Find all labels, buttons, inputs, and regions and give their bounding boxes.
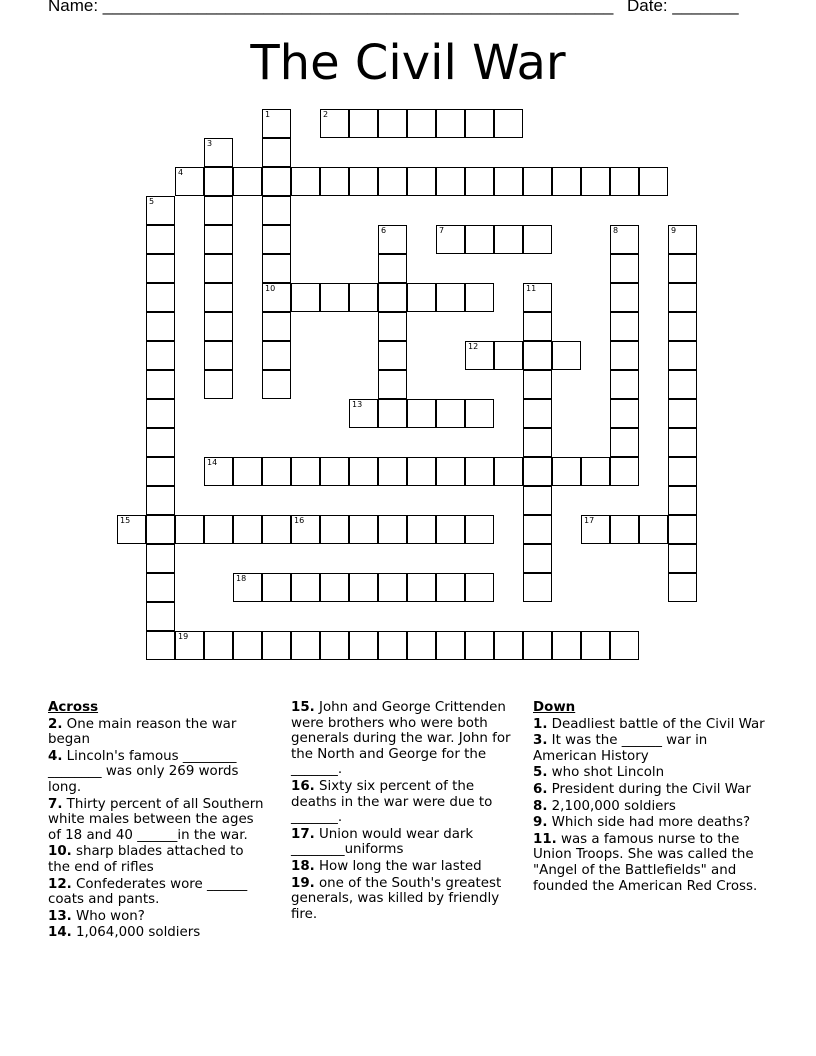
crossword-cell[interactable] [581,457,610,486]
crossword-cell[interactable] [465,283,494,312]
crossword-cell[interactable] [204,283,233,312]
clue-number: 16 [294,516,305,525]
clue-number-label: 18. [291,858,315,874]
crossword-cell[interactable] [146,196,175,225]
clue-number-label: 9. [533,815,548,831]
crossword-cell[interactable] [146,515,175,544]
across-clue [48,909,268,925]
crossword-cell[interactable] [204,631,233,660]
crossword-cell[interactable] [146,573,175,602]
crossword-cell[interactable] [204,370,233,399]
crossword-cell[interactable] [262,283,291,312]
crossword-cell[interactable] [175,515,204,544]
crossword-cell[interactable] [610,225,639,254]
crossword-cell[interactable] [146,341,175,370]
crossword-cell[interactable] [668,341,697,370]
header [0,0,816,20]
across-clue [48,877,268,908]
down-clue [533,782,765,798]
crossword-cell[interactable] [378,399,407,428]
clue-text: John and George Crittenden were brothers who were both generals during the war. John for the North and George for the _______. [291,700,511,778]
crossword-cell[interactable] [204,254,233,283]
crossword-cell[interactable] [378,167,407,196]
crossword-cell[interactable] [262,457,291,486]
crossword-cell[interactable] [378,515,407,544]
crossword-cell[interactable] [465,225,494,254]
crossword-cell[interactable] [668,225,697,254]
crossword-cell[interactable] [291,167,320,196]
crossword-cell[interactable] [407,399,436,428]
down-heading: Down [533,700,576,715]
crossword-cell[interactable] [552,631,581,660]
clue-number-label: 6. [533,781,548,797]
crossword-cell[interactable] [523,312,552,341]
clue-text: Union would wear dark ________uniforms [291,826,474,858]
across-clue [291,779,523,826]
crossword-cell[interactable] [378,573,407,602]
down-clue [533,799,765,815]
crossword-cell[interactable] [291,457,320,486]
crossword-cell[interactable] [320,631,349,660]
crossword-cell[interactable] [146,631,175,660]
down-clues [533,700,765,895]
crossword-cell[interactable] [436,515,465,544]
crossword-cell[interactable] [262,341,291,370]
crossword-cell[interactable] [349,283,378,312]
crossword-cell[interactable] [668,457,697,486]
crossword-cell[interactable] [610,457,639,486]
crossword-cell[interactable] [262,370,291,399]
clue-number-label: 1. [533,716,548,732]
crossword-cell[interactable] [610,341,639,370]
across-clue [48,717,268,748]
crossword-cell[interactable] [523,486,552,515]
crossword-cell[interactable] [436,283,465,312]
crossword-cell[interactable] [233,631,262,660]
crossword-cell[interactable] [378,370,407,399]
crossword-cell[interactable] [349,399,378,428]
clue-number: 14 [207,458,218,467]
clue-number: 3 [207,139,213,148]
crossword-cell[interactable] [436,399,465,428]
crossword-cell[interactable] [552,341,581,370]
clue-number: 19 [178,632,189,641]
clue-number: 15 [120,516,131,525]
crossword-cell[interactable] [465,399,494,428]
crossword-cell[interactable] [523,457,552,486]
crossword-cell[interactable] [378,631,407,660]
crossword-cell[interactable] [233,457,262,486]
crossword-cell[interactable] [233,167,262,196]
crossword-cell[interactable] [668,515,697,544]
clue-number-label: 14. [48,925,72,941]
clue-number: 4 [178,168,184,177]
crossword-cell[interactable] [610,370,639,399]
date-field-label: Date: _______ [627,0,739,15]
crossword-cell[interactable] [523,428,552,457]
crossword-cell[interactable] [146,544,175,573]
crossword-cell[interactable] [262,138,291,167]
crossword-cell[interactable] [378,312,407,341]
crossword-cell[interactable] [610,254,639,283]
across-clues-continued [291,700,523,923]
clue-number-label: 3. [533,733,548,749]
clue-text: sharp blades attached to the end of rifles [48,844,244,875]
clue-text: 2,100,000 soldiers [547,798,676,814]
clue-text: was a famous nurse to the Union Troops. She was called the "Angel of the Battlefields" and founded the American Red Cross. [533,831,758,894]
crossword-cell[interactable] [494,631,523,660]
crossword-cell[interactable] [552,457,581,486]
crossword-cell[interactable] [349,167,378,196]
crossword-cell[interactable] [291,573,320,602]
across-clue [48,925,268,941]
clue-text: Thirty percent of all Southern white males between the ages of 18 and 40 ______in the war. [48,796,264,843]
clue-text: Sixty six percent of the deaths in the war were due to _______. [291,778,493,826]
crossword-cell[interactable] [581,631,610,660]
crossword-cell[interactable] [436,167,465,196]
crossword-cell[interactable] [436,631,465,660]
crossword-cell[interactable] [204,341,233,370]
crossword-cell[interactable] [349,109,378,138]
crossword-cell[interactable] [320,573,349,602]
clue-text: Who won? [71,908,145,924]
clue-number: 5 [149,197,155,206]
crossword-cell[interactable] [233,573,262,602]
clue-number: 6 [381,226,387,235]
crossword-cell[interactable] [523,225,552,254]
crossword-cell[interactable] [581,167,610,196]
clue-number-label: 19. [291,875,315,891]
down-clue [533,815,765,831]
crossword-cell[interactable] [233,515,262,544]
crossword-cell[interactable] [262,631,291,660]
across-clue [291,827,523,858]
crossword-cell[interactable] [668,544,697,573]
crossword-cell[interactable] [407,573,436,602]
clue-number-label: 10. [48,844,72,860]
clue-text: President during the Civil War [547,781,751,797]
crossword-cell[interactable] [465,457,494,486]
down-clue [533,765,765,781]
crossword-cell[interactable] [407,631,436,660]
clue-number: 7 [439,226,445,235]
crossword-cell[interactable] [523,341,552,370]
crossword-cell[interactable] [349,573,378,602]
crossword-cell[interactable] [610,283,639,312]
clue-number-label: 7. [48,796,63,812]
crossword-cell[interactable] [262,573,291,602]
crossword-cell[interactable] [204,457,233,486]
crossword-cell[interactable] [146,370,175,399]
crossword-cell[interactable] [581,515,610,544]
clue-number: 18 [236,574,247,583]
clue-number: 2 [323,110,329,119]
clue-text: How long the war lasted [314,858,482,874]
crossword-cell[interactable] [378,109,407,138]
crossword-cell[interactable] [465,341,494,370]
crossword-cell[interactable] [494,109,523,138]
crossword-cell[interactable] [436,225,465,254]
clue-number-label: 5. [533,765,548,781]
crossword-cell[interactable] [668,428,697,457]
crossword-cell[interactable] [320,109,349,138]
crossword-cell[interactable] [146,254,175,283]
clue-text: who shot Lincoln [547,765,665,781]
crossword-cell[interactable] [117,515,146,544]
crossword-cell[interactable] [668,283,697,312]
crossword-cell[interactable] [320,167,349,196]
crossword-cell[interactable] [407,515,436,544]
crossword-cell[interactable] [262,196,291,225]
crossword-cell[interactable] [668,370,697,399]
crossword-cell[interactable] [668,312,697,341]
crossword-cell[interactable] [146,602,175,631]
clue-text: 1,064,000 soldiers [71,925,201,941]
crossword-cell[interactable] [349,457,378,486]
crossword-cell[interactable] [494,341,523,370]
crossword-cell[interactable] [146,457,175,486]
crossword-cell[interactable] [523,283,552,312]
clue-number: 9 [671,226,677,235]
across-heading: Across [48,700,99,715]
clue-number: 11 [526,284,537,293]
crossword-cell[interactable] [465,515,494,544]
clue-number: 1 [265,110,271,119]
crossword-cell[interactable] [349,631,378,660]
crossword-cell[interactable] [668,486,697,515]
clue-number: 17 [584,516,595,525]
crossword-cell[interactable] [175,167,204,196]
crossword-cell[interactable] [610,167,639,196]
across-clue [291,859,523,875]
crossword-cell[interactable] [378,283,407,312]
crossword-cell[interactable] [204,138,233,167]
crossword-cell[interactable] [349,515,378,544]
clue-number: 8 [613,226,619,235]
crossword-cell[interactable] [523,544,552,573]
crossword-cell[interactable] [378,341,407,370]
crossword-cell[interactable] [262,515,291,544]
crossword-cell[interactable] [552,167,581,196]
clue-text: one of the South's greatest generals, was killed by friendly fire. [291,875,502,922]
crossword-cell[interactable] [262,312,291,341]
clue-number-label: 4. [48,748,63,764]
crossword-cell[interactable] [523,167,552,196]
clue-number: 13 [352,400,363,409]
crossword-cell[interactable] [494,167,523,196]
crossword-cell[interactable] [465,573,494,602]
clue-text: Which side had more deaths? [547,815,751,831]
clue-number: 10 [265,284,276,293]
crossword-cell[interactable] [610,428,639,457]
crossword-cell[interactable] [407,457,436,486]
crossword-cell[interactable] [436,457,465,486]
crossword-cell[interactable] [291,631,320,660]
crossword-cell[interactable] [436,573,465,602]
clue-text: Deadliest battle of the Civil War [547,716,765,732]
clue-number-label: 15. [291,700,315,715]
crossword-cell[interactable] [291,283,320,312]
down-clue [533,717,765,733]
crossword-cell[interactable] [668,254,697,283]
crossword-cell[interactable] [523,515,552,544]
crossword-cell[interactable] [610,399,639,428]
clue-number-label: 13. [48,908,72,924]
crossword-cell[interactable] [523,370,552,399]
clue-text: It was the ______ war in American History [533,733,708,764]
crossword-cell[interactable] [494,457,523,486]
crossword-cell[interactable] [146,312,175,341]
crossword-cell[interactable] [523,573,552,602]
crossword-cell[interactable] [523,399,552,428]
clue-number-label: 11. [533,831,557,847]
crossword-cell[interactable] [262,167,291,196]
crossword-cell[interactable] [204,167,233,196]
across-clue [291,876,523,923]
crossword-cell[interactable] [465,631,494,660]
down-clue [533,733,765,764]
crossword-cell[interactable] [146,283,175,312]
crossword-cell[interactable] [320,457,349,486]
across-clues [48,700,268,942]
crossword-cell[interactable] [668,399,697,428]
crossword-cell[interactable] [465,167,494,196]
page-title: The Civil War [250,35,566,91]
crossword-cell[interactable] [320,515,349,544]
clue-number-label: 12. [48,876,72,892]
across-clue [48,844,268,875]
crossword-cell[interactable] [378,225,407,254]
crossword-cell[interactable] [146,486,175,515]
crossword-cell[interactable] [204,225,233,254]
crossword-cell[interactable] [407,167,436,196]
clue-text: Confederates wore ______ coats and pants. [48,876,248,908]
crossword-cell[interactable] [175,631,204,660]
clue-number-label: 17. [291,826,315,842]
crossword-cell[interactable] [204,312,233,341]
crossword-cell[interactable] [494,225,523,254]
crossword-cell[interactable] [262,225,291,254]
crossword-cell[interactable] [291,515,320,544]
crossword-cell[interactable] [436,109,465,138]
across-clue [48,749,268,796]
clue-text: One main reason the war began [48,716,237,748]
crossword-cell[interactable] [610,312,639,341]
crossword-cell[interactable] [146,428,175,457]
clue-number: 12 [468,342,479,351]
crossword-cell[interactable] [610,515,639,544]
clue-text: Lincoln's famous ________ ________ was only 269 words long. [48,748,239,795]
across-clue [48,797,268,844]
crossword-cell[interactable] [378,254,407,283]
crossword-cell[interactable] [320,283,349,312]
crossword-cell[interactable] [668,573,697,602]
clue-number-label: 8. [533,798,548,814]
crossword-cell[interactable] [639,167,668,196]
clue-number-label: 16. [291,778,315,794]
crossword-cell[interactable] [204,515,233,544]
crossword-cell[interactable] [146,225,175,254]
crossword-cell[interactable] [523,631,552,660]
crossword-cell[interactable] [610,631,639,660]
crossword-cell[interactable] [407,283,436,312]
crossword-cell[interactable] [639,515,668,544]
crossword-cell[interactable] [262,109,291,138]
crossword-cell[interactable] [146,399,175,428]
crossword-cell[interactable] [465,109,494,138]
across-clue [291,700,523,778]
crossword-cell[interactable] [378,457,407,486]
crossword-cell[interactable] [204,196,233,225]
crossword-cell[interactable] [407,109,436,138]
crossword-cell[interactable] [262,254,291,283]
clue-number-label: 2. [48,716,63,732]
name-field-label: Name: ______________________________________________________ [48,0,614,15]
down-clue [533,832,765,894]
